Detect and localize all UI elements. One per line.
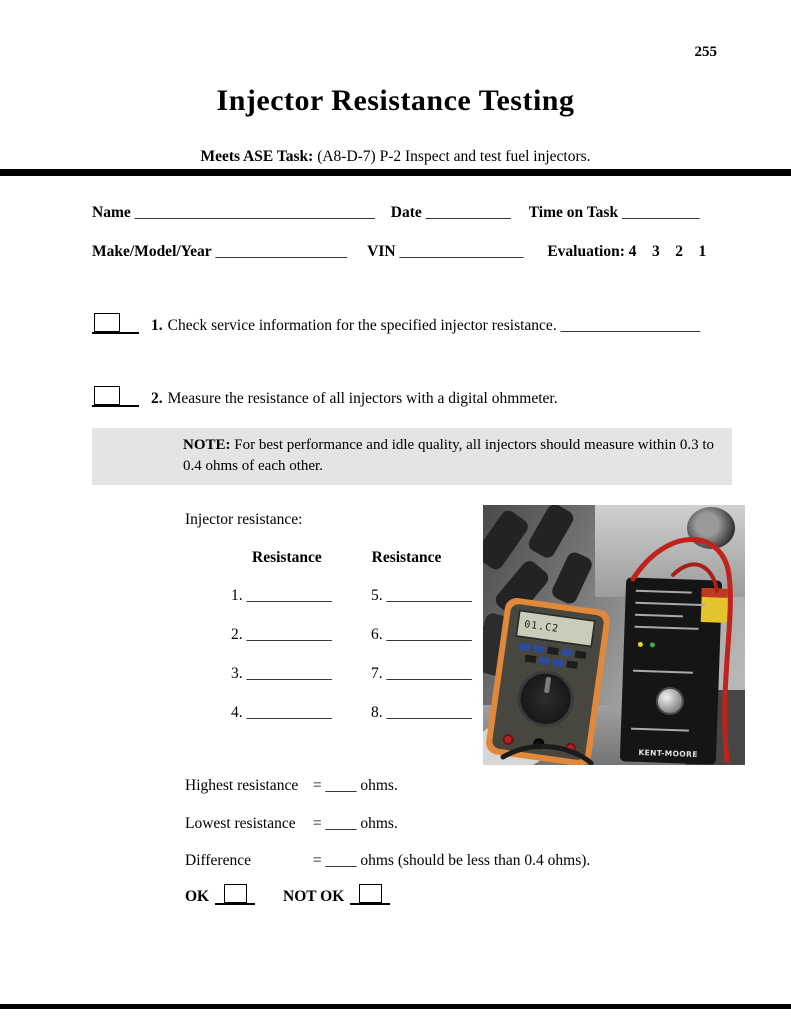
vin-blank: ________________ [399, 243, 524, 260]
row-number: 3. [231, 665, 243, 682]
resistance-row-3 [231, 663, 472, 685]
header-divider [0, 169, 791, 176]
page-title: Injector Resistance Testing [216, 84, 575, 117]
ok-label: OK [185, 888, 210, 905]
step-2-number: 2. [151, 390, 163, 407]
resistance-table [231, 547, 472, 741]
lowest-resistance-blank: ____ [325, 815, 357, 832]
black-test-lead [503, 746, 591, 763]
row-number: 2. [231, 626, 243, 643]
name-label: Name [92, 204, 131, 221]
equals-sign: = [312, 852, 322, 869]
ok-check-blank [215, 884, 255, 905]
row-number: 5. [371, 587, 383, 604]
step-2-check-blank [92, 386, 139, 407]
evaluation-values: 4 3 2 1 [628, 243, 707, 260]
test-leads [483, 505, 745, 765]
time-on-task-label: Time on Task [528, 204, 619, 221]
resistance-blank: ___________ [386, 704, 472, 721]
ase-task-line [0, 148, 791, 166]
resistance-header-left: Resistance [252, 549, 322, 566]
resistance-blank: ___________ [386, 587, 472, 604]
resistance-table-header [231, 547, 472, 569]
make-model-year-blank: _________________ [215, 243, 348, 260]
highest-resistance-label: Highest resistance [185, 777, 299, 794]
time-on-task-blank: __________ [621, 204, 700, 221]
row-number: 1. [231, 587, 243, 604]
step-2 [92, 386, 558, 408]
equals-sign: = [312, 815, 322, 832]
resistance-row-4 [231, 702, 472, 724]
checkbox-icon [224, 884, 247, 903]
injector-resistance-intro: Injector resistance: [185, 511, 303, 528]
row-number: 8. [371, 704, 383, 721]
equals-sign: = [312, 777, 322, 794]
red-test-lead [633, 540, 730, 762]
name-date-line [92, 204, 699, 222]
difference-blank: ____ [325, 852, 357, 869]
vin-label: VIN [367, 243, 396, 260]
page-number: 255 [694, 44, 717, 60]
checkbox-icon [94, 313, 120, 332]
resistance-blank: ___________ [246, 587, 332, 604]
ohms-suffix: ohms. [360, 777, 398, 794]
resistance-blank: ___________ [246, 665, 332, 682]
difference-label: Difference [185, 852, 251, 869]
date-label: Date [390, 204, 422, 221]
ohms-suffix: ohms. [360, 815, 398, 832]
resistance-blank: ___________ [386, 626, 472, 643]
vehicle-line [92, 243, 706, 261]
resistance-blank: ___________ [246, 626, 332, 643]
lowest-resistance-line [185, 815, 398, 833]
checkbox-icon [94, 386, 120, 405]
red-test-lead [673, 564, 717, 591]
row-number: 7. [371, 665, 383, 682]
ase-task-text: (A8-D-7) P-2 Inspect and test fuel injectors. [317, 148, 591, 165]
lowest-resistance-label: Lowest resistance [185, 815, 296, 832]
not-ok-label: NOT OK [283, 888, 345, 905]
note-text: For best performance and idle quality, all injectors should measure within 0.3 to 0.4 ohms of each other. [183, 437, 715, 474]
multimeter-display: 01.C2 [515, 609, 595, 647]
make-model-year-label: Make/Model/Year [92, 243, 212, 260]
step-2-text: Measure the resistance of all injectors with a digital ohmmeter. [167, 390, 558, 407]
resistance-blank: ___________ [386, 665, 472, 682]
not-ok-check-blank [350, 884, 390, 905]
difference-suffix: ohms (should be less than 0.4 ohms). [360, 852, 591, 869]
resistance-blank: ___________ [246, 704, 332, 721]
step-1-check-blank [92, 313, 139, 334]
tester-brand-label: KENT-MOORE [638, 747, 698, 759]
equipment-photo [483, 505, 745, 765]
checkbox-icon [359, 884, 382, 903]
note-label: NOTE: [183, 437, 231, 453]
step-1-answer-blank: __________________ [560, 317, 701, 334]
name-blank: _______________________________ [134, 204, 375, 221]
resistance-row-1 [231, 585, 472, 607]
footer-divider [0, 1004, 791, 1009]
step-1-number: 1. [151, 317, 163, 334]
date-blank: ___________ [425, 204, 511, 221]
row-number: 4. [231, 704, 243, 721]
step-1 [92, 313, 700, 335]
difference-line [185, 852, 590, 870]
highest-resistance-blank: ____ [325, 777, 357, 794]
step-1-text: Check service information for the specified injector resistance. [167, 317, 557, 334]
resistance-header-right: Resistance [371, 549, 442, 566]
ase-task-label: Meets ASE Task: [200, 148, 314, 165]
ok-notok-line [185, 884, 390, 906]
highest-resistance-line [185, 777, 398, 795]
row-number: 6. [371, 626, 383, 643]
note-box [92, 428, 732, 485]
resistance-row-2 [231, 624, 472, 646]
evaluation-label: Evaluation: [547, 243, 625, 260]
